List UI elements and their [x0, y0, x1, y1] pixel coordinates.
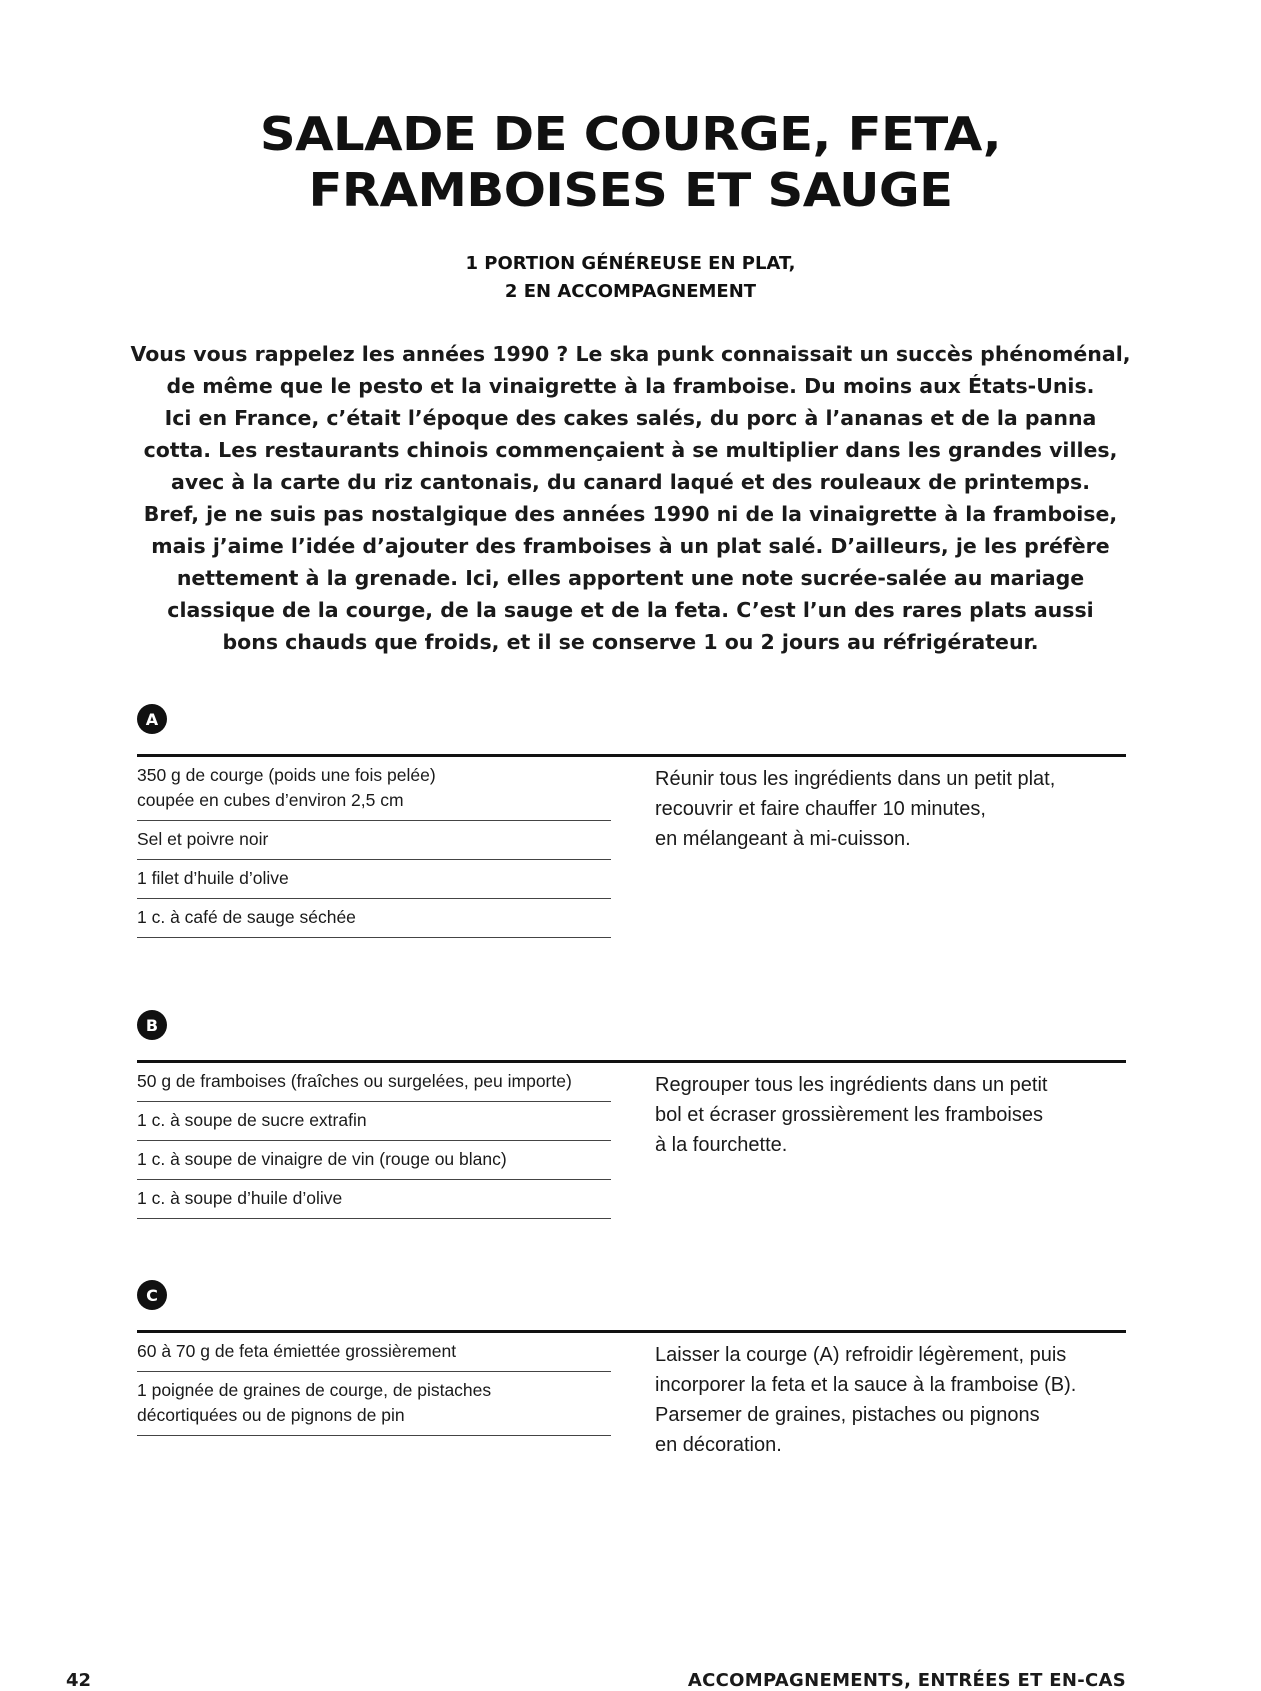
ingredient-text: Sel et poivre noir: [137, 829, 269, 849]
ingredient-item: [137, 757, 611, 821]
intro-paragraph: [120, 338, 1141, 658]
instruction-line: incorporer la feta et la sauce à la framboise (B).: [655, 1374, 1077, 1396]
intro-line: mais j’aime l’idée d’ajouter des framboises à un plat salé. D’ailleurs, je les préfère: [151, 534, 1110, 558]
ingredient-text: 60 à 70 g de feta émiettée grossièrement: [137, 1341, 457, 1361]
step-badge-a: A: [137, 704, 167, 734]
instructions-a: [655, 764, 1115, 854]
ingredient-text: 50 g de framboises (fraîches ou surgelées, peu importe): [137, 1071, 572, 1091]
intro-line: de même que le pesto et la vinaigrette à la framboise. Du moins aux États-Unis.: [166, 374, 1095, 398]
ingredient-item: [137, 1180, 611, 1219]
ingredient-text: 1 c. à soupe de sucre extrafin: [137, 1110, 367, 1130]
ingredient-item: [137, 899, 611, 938]
ingredient-text: 1 filet d’huile d’olive: [137, 868, 289, 888]
intro-line: Vous vous rappelez les années 1990 ? Le ska punk connaissait un succès phénoménal,: [130, 342, 1131, 366]
ingredient-item: [137, 1063, 611, 1102]
page-number: 42: [66, 1670, 92, 1691]
ingredient-text: 1 c. à soupe d’huile d’olive: [137, 1188, 343, 1208]
ingredient-list-a: [137, 757, 611, 938]
step-section-c: [137, 1280, 1126, 1456]
step-badge-c: C: [137, 1280, 167, 1310]
instruction-line: bol et écraser grossièrement les framboises: [655, 1104, 1043, 1126]
servings: [100, 250, 1161, 306]
step-section-a: [137, 704, 1126, 927]
instruction-line: Laisser la courge (A) refroidir légèrement, puis: [655, 1344, 1067, 1366]
instruction-line: Regrouper tous les ingrédients dans un petit: [655, 1074, 1048, 1096]
ingredient-item: [137, 1372, 611, 1436]
ingredient-item: [137, 860, 611, 899]
intro-line: Bref, je ne suis pas nostalgique des années 1990 ni de la vinaigrette à la framboise,: [143, 502, 1118, 526]
instructions-b: [655, 1070, 1115, 1160]
intro-line: cotta. Les restaurants chinois commençaient à se multiplier dans les grandes villes,: [143, 438, 1118, 462]
recipe-title-line-2: FRAMBOISES ET SAUGE: [308, 163, 953, 217]
instruction-line: en décoration.: [655, 1434, 782, 1456]
ingredient-list-c: [137, 1333, 611, 1436]
intro-line: avec à la carte du riz cantonais, du canard laqué et des rouleaux de printemps.: [171, 470, 1090, 494]
instructions-c: [655, 1340, 1115, 1460]
intro-line: bons chauds que froids, et il se conserve 1 ou 2 jours au réfrigérateur.: [222, 630, 1039, 654]
servings-line-1: 1 PORTION GÉNÉREUSE EN PLAT,: [465, 253, 796, 274]
ingredient-text: 1 poignée de graines de courge, de pistaches: [137, 1380, 492, 1400]
instruction-line: à la fourchette.: [655, 1134, 788, 1156]
ingredient-item: [137, 1333, 611, 1372]
recipe-title-line-1: SALADE DE COURGE, FETA,: [259, 107, 1002, 161]
ingredient-text: 1 c. à soupe de vinaigre de vin (rouge ou blanc): [137, 1149, 507, 1169]
ingredient-text: décortiquées ou de pignons de pin: [137, 1405, 405, 1425]
chapter-title: ACCOMPAGNEMENTS, ENTRÉES ET EN-CAS: [687, 1670, 1126, 1691]
intro-line: nettement à la grenade. Ici, elles apportent une note sucrée-salée au mariage: [176, 566, 1085, 590]
ingredient-item: [137, 821, 611, 860]
instruction-line: recouvrir et faire chauffer 10 minutes,: [655, 798, 986, 820]
step-section-b: [137, 1010, 1126, 1208]
ingredient-text: coupée en cubes d’environ 2,5 cm: [137, 790, 404, 810]
intro-line: classique de la courge, de la sauge et de la feta. C’est l’un des rares plats aussi: [167, 598, 1094, 622]
ingredient-item: [137, 1141, 611, 1180]
recipe-title: [100, 106, 1161, 218]
instruction-line: Parsemer de graines, pistaches ou pignons: [655, 1404, 1040, 1426]
ingredient-item: [137, 1102, 611, 1141]
instruction-line: en mélangeant à mi-cuisson.: [655, 828, 911, 850]
servings-line-2: 2 EN ACCOMPAGNEMENT: [504, 281, 757, 302]
ingredient-text: 350 g de courge (poids une fois pelée): [137, 765, 436, 785]
ingredient-list-b: [137, 1063, 611, 1219]
instruction-line: Réunir tous les ingrédients dans un petit plat,: [655, 768, 1056, 790]
intro-line: Ici en France, c’était l’époque des cakes salés, du porc à l’ananas et de la panna: [164, 406, 1097, 430]
ingredient-text: 1 c. à café de sauge séchée: [137, 907, 356, 927]
step-badge-b: B: [137, 1010, 167, 1040]
